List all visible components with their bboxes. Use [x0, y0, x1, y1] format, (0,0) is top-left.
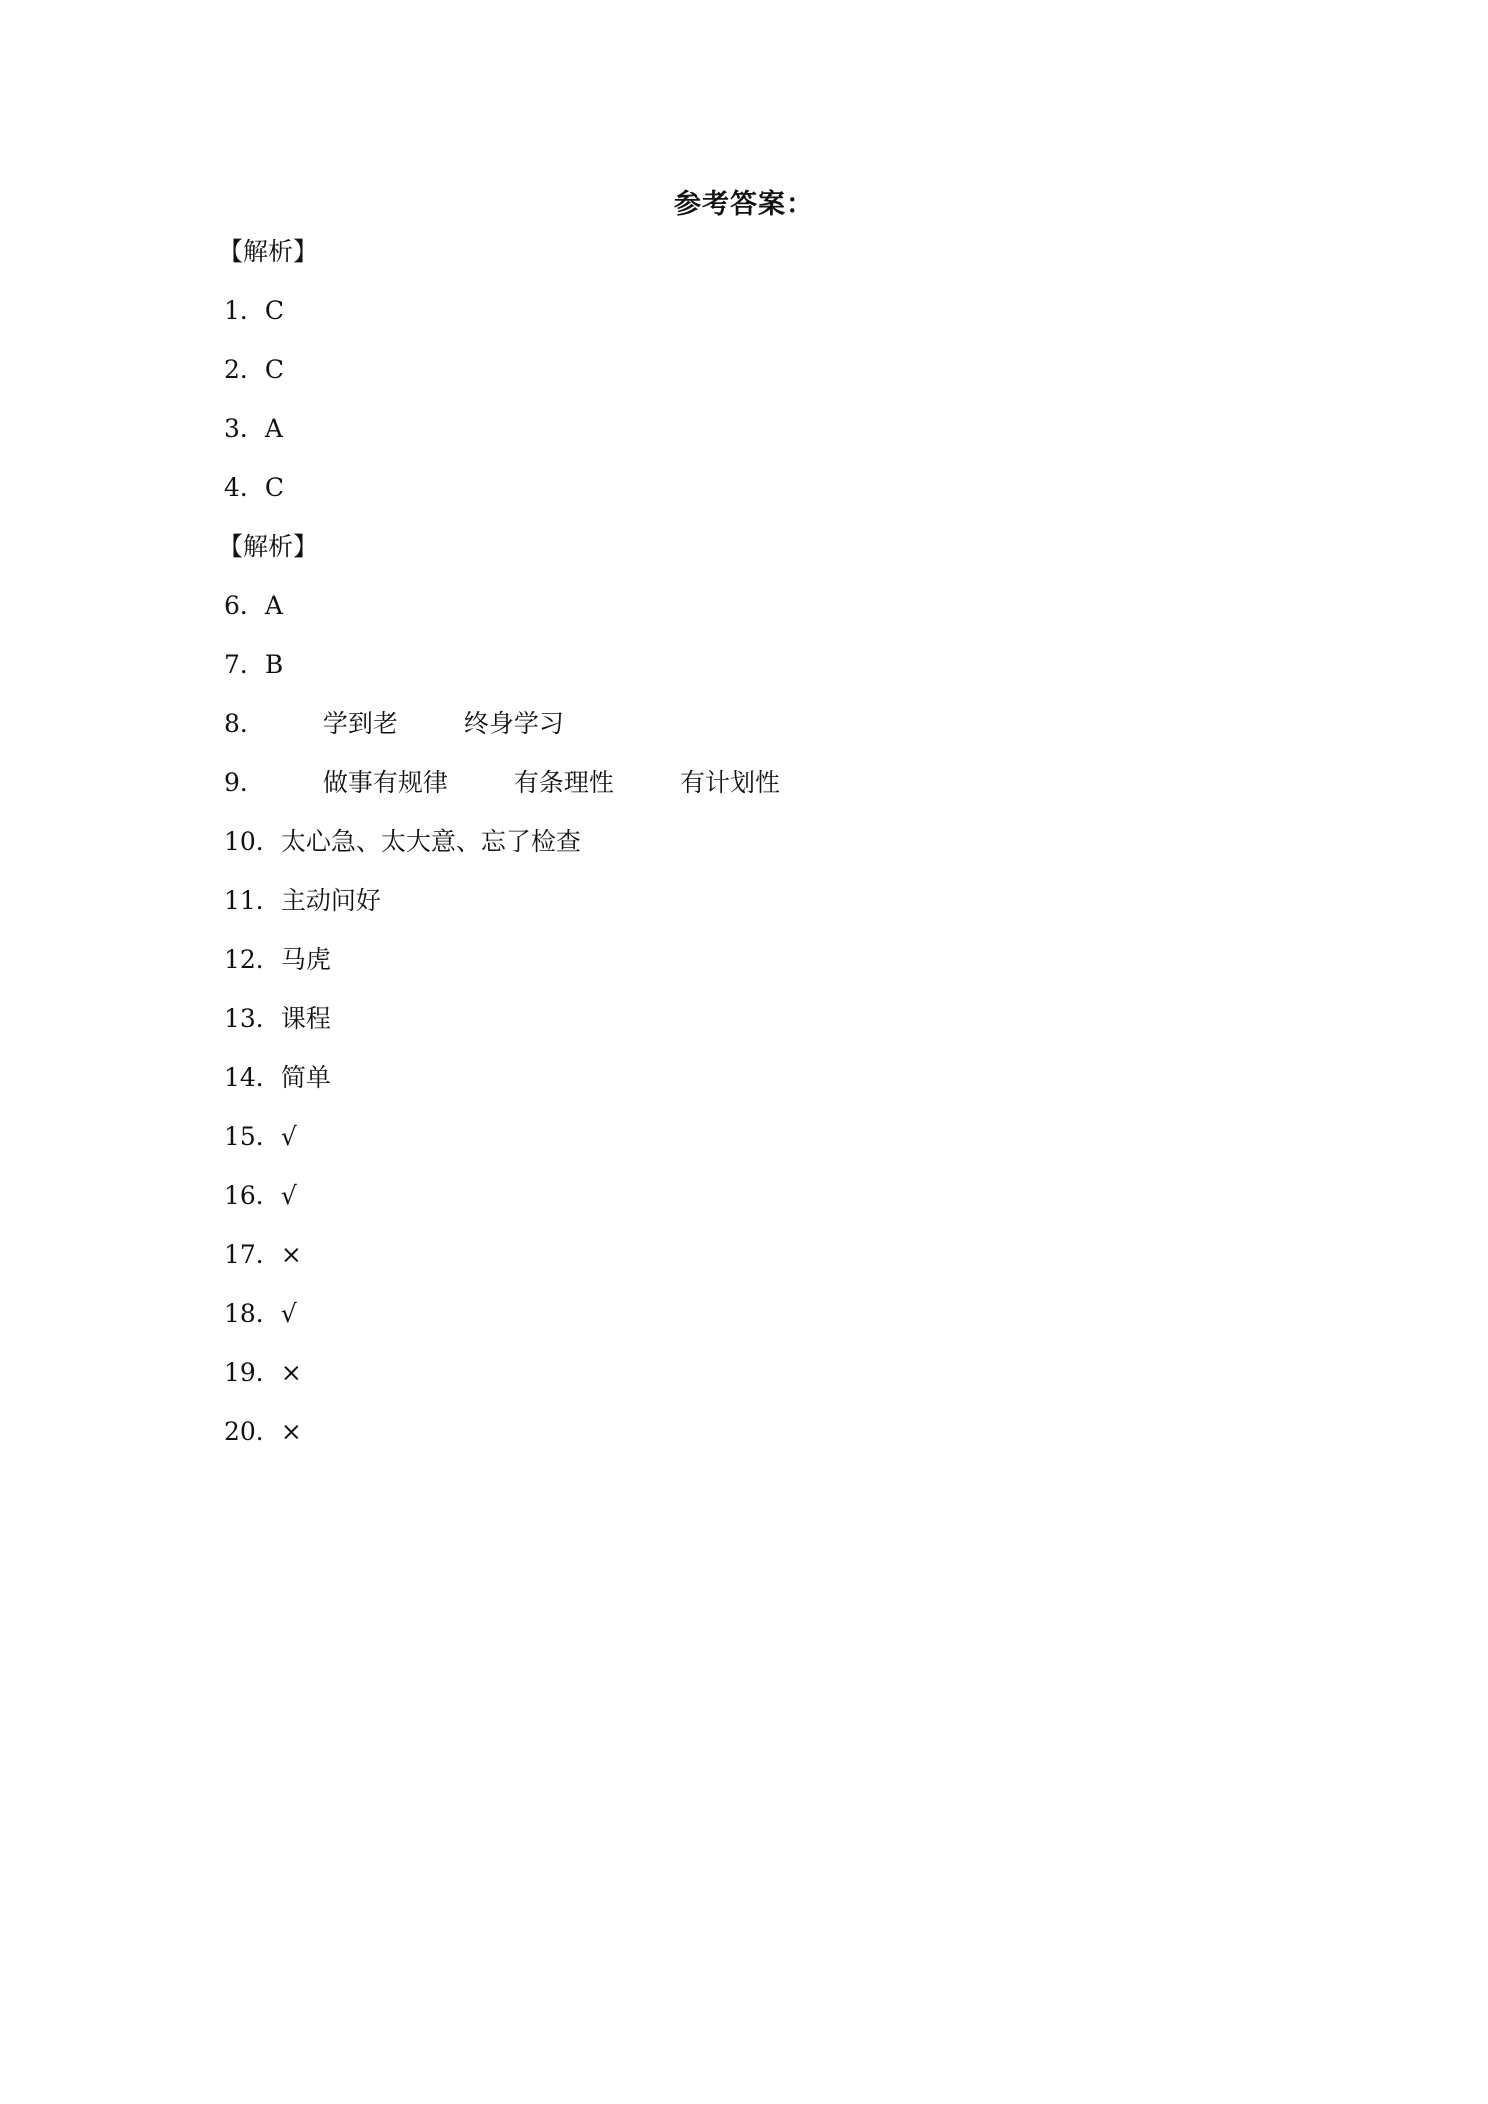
answer-text: ×	[280, 1358, 302, 1387]
answer-line	[224, 586, 1324, 645]
answer-line	[224, 645, 1324, 704]
section-heading	[218, 527, 1324, 586]
question-number: 10．	[224, 827, 281, 856]
answer-text: 课程	[280, 1004, 331, 1033]
answer-text: C	[264, 355, 285, 384]
question-number: 18．	[224, 1299, 281, 1328]
answer-text: C	[264, 296, 285, 325]
answer-line	[224, 940, 1324, 999]
answer-line	[224, 704, 1324, 763]
question-number: 2．	[224, 355, 265, 384]
question-number: 19．	[224, 1358, 281, 1387]
question-number: 17．	[224, 1240, 281, 1269]
answer-text: ×	[280, 1417, 302, 1446]
answer-line	[224, 1058, 1324, 1117]
answer-text: A	[264, 414, 283, 443]
answer-text: C	[264, 473, 285, 502]
question-number: 15．	[224, 1122, 281, 1151]
question-number: 8．	[224, 709, 265, 738]
question-number: 4．	[224, 473, 265, 502]
question-number: 3．	[224, 414, 265, 443]
answer-text: 马虎	[280, 945, 331, 974]
answer-text: 做事有规律	[322, 768, 448, 797]
answer-line	[224, 822, 1324, 881]
answer-line	[224, 1412, 1324, 1471]
answer-line	[224, 881, 1324, 940]
question-number: 11．	[224, 886, 281, 915]
section-heading-text: 【解析】	[218, 237, 319, 266]
answer-line	[224, 1353, 1324, 1412]
answer-text: √	[280, 1181, 297, 1210]
answer-line	[224, 1294, 1324, 1353]
page-title: 参考答案：	[674, 189, 814, 220]
answer-line	[224, 999, 1324, 1058]
question-number: 20．	[224, 1417, 281, 1446]
answer-text: 有计划性	[679, 768, 780, 797]
section-heading	[218, 232, 1324, 291]
answer-line	[224, 763, 1324, 822]
answer-line	[224, 409, 1324, 468]
question-number: 16．	[224, 1181, 281, 1210]
answer-text: 主动问好	[280, 886, 381, 915]
question-number: 13．	[224, 1004, 281, 1033]
answer-text: B	[264, 650, 284, 679]
question-number: 9．	[224, 768, 265, 797]
section-heading-text: 【解析】	[218, 532, 319, 561]
answer-text: 学到老	[322, 709, 398, 738]
answer-text: √	[280, 1122, 297, 1151]
answer-text: 简单	[280, 1063, 331, 1092]
question-number: 1．	[224, 296, 265, 325]
answer-line	[224, 1117, 1324, 1176]
question-number: 7．	[224, 650, 265, 679]
answer-line	[224, 350, 1324, 409]
answer-line	[224, 291, 1324, 350]
answer-text: A	[264, 591, 283, 620]
answer-text: 太心急、太大意、忘了检查	[280, 827, 581, 856]
answer-text: 终身学习	[463, 709, 564, 738]
answer-line	[224, 468, 1324, 527]
answer-text: √	[280, 1299, 297, 1328]
answer-line	[224, 1176, 1324, 1235]
question-number: 14．	[224, 1063, 281, 1092]
answer-text: 有条理性	[513, 768, 614, 797]
answer-text: ×	[280, 1240, 302, 1269]
answer-list	[218, 232, 1324, 1471]
question-number: 12．	[224, 945, 281, 974]
answer-line	[224, 1235, 1324, 1294]
question-number: 6．	[224, 591, 265, 620]
